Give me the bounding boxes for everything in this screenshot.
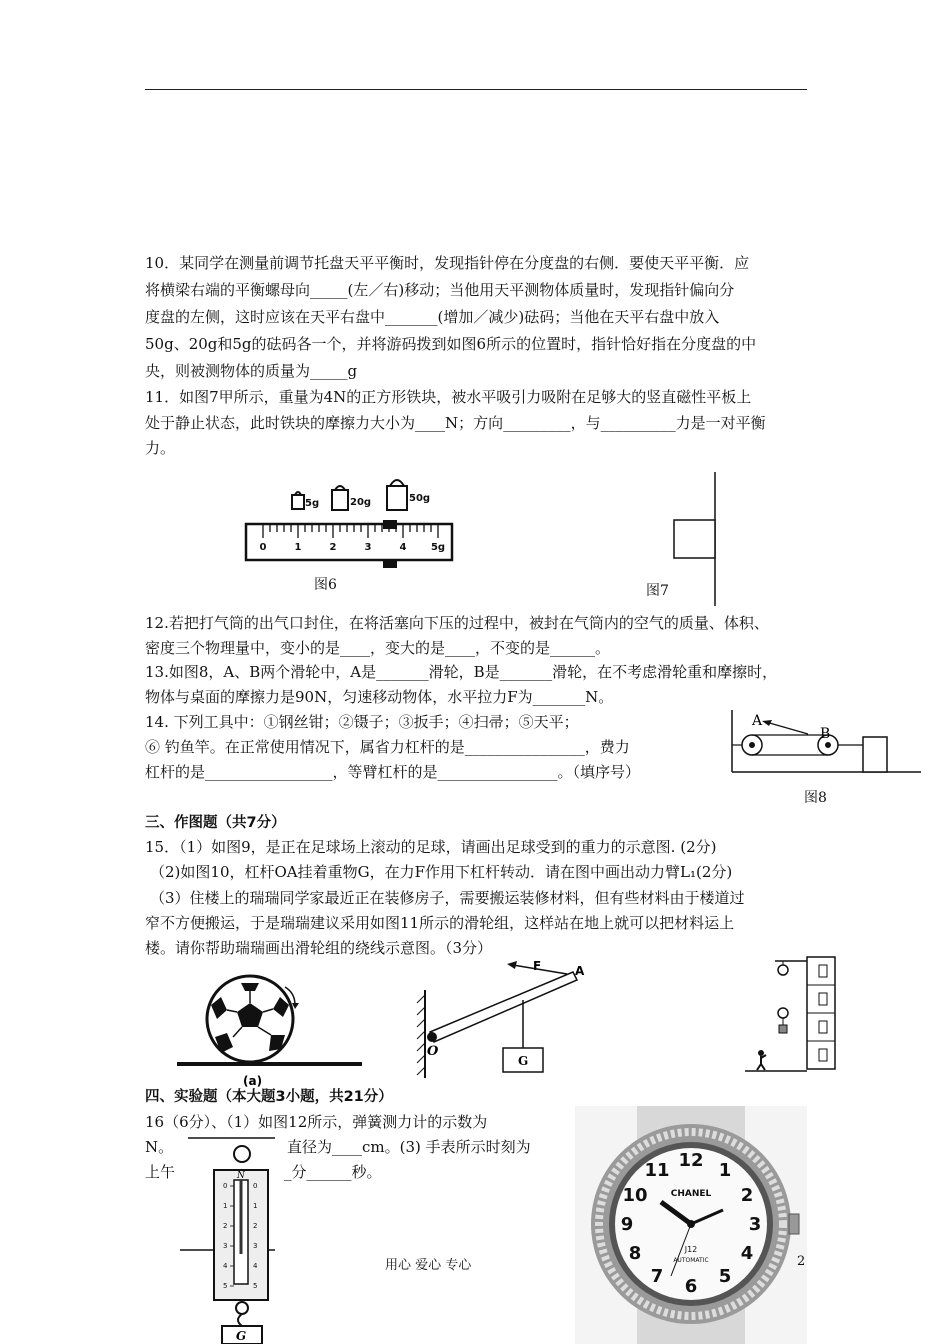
fig9-soccer-ball <box>175 975 365 1090</box>
svg-text:6: 6 <box>684 1276 698 1297</box>
fig8-pulleys <box>728 708 923 778</box>
svg-text:1: 1 <box>294 542 302 553</box>
svg-text:3: 3 <box>223 1242 228 1250</box>
svg-text:9: 9 <box>620 1214 634 1235</box>
watch-model: J12 <box>684 1245 698 1254</box>
q14-line-2: ⑥ 钓鱼竿。在正常使用情况下，属省力杠杆的是________________，费力 <box>145 738 630 756</box>
svg-text:2: 2 <box>740 1185 754 1206</box>
q10-line-2: 将横梁右端的平衡螺母向_____(左／右)移动；当他用天平测物体质量时，发现指针偏向分 <box>145 281 735 299</box>
rider-bottom <box>383 560 397 568</box>
svg-text:3: 3 <box>748 1214 762 1235</box>
q10-line-4: 50g、20g和5g的砝码各一个，并将游码拨到如图6所示的位置时，指针恰好指在分度盘的中 <box>145 335 757 353</box>
q11-line-1: 11．如图7甲所示，重量为4N的正方形铁块，被水平吸引力吸附在足够大的竖直磁性平板上 <box>145 388 752 406</box>
q16-line-2a: N。 <box>145 1138 174 1156</box>
section3-title: 三、作图题（共7分） <box>145 815 286 831</box>
svg-text:0: 0 <box>259 542 267 553</box>
q16-line-2b: 直径为____cm。(3) 手表所示时刻为 <box>287 1138 531 1156</box>
svg-text:2: 2 <box>223 1222 228 1230</box>
q10-line-3: 度盘的左侧，这时应该在天平右盘中_______(增加／减少)砝码；当他在天平右盘中放入 <box>145 308 720 326</box>
fig8-caption: 图8 <box>804 790 827 806</box>
svg-text:0: 0 <box>223 1182 228 1190</box>
q15-line-4: 窄不方便搬运，于是瑞瑞建议采用如图11所示的滑轮组，这样站在地上就可以把材料运上 <box>145 914 735 932</box>
svg-text:8: 8 <box>628 1243 642 1264</box>
weight-50g: 50g <box>409 493 431 504</box>
fig11-building-pulleys <box>745 955 840 1080</box>
svg-text:11: 11 <box>644 1160 670 1181</box>
svg-text:3: 3 <box>253 1242 258 1250</box>
fig12-label-n: N <box>237 1171 245 1181</box>
fig9-caption: (a) <box>243 1074 263 1088</box>
svg-text:4: 4 <box>399 542 407 553</box>
fig6-caption: 图6 <box>314 577 337 593</box>
q15-line-2: （2)如图10，杠杆OA挂着重物G，在力F作用下杠杆转动．请在图中画出动力臂L₁(2分) <box>150 863 733 881</box>
rider-top <box>383 520 397 529</box>
q16-line-1: 16（6分）、（1）如图12所示，弹簧测力计的示数为 <box>145 1113 488 1131</box>
q10-line-5: 央，则被测物体的质量为_____g <box>145 362 358 380</box>
q14-line-3: 杠杆的是_________________，等臂杠杆的是________________。（填序号） <box>145 763 641 781</box>
q16-line-3b: _分______秒。 <box>284 1163 382 1181</box>
q13-line-2: 物体与桌面的摩擦力是90N，匀速移动物体，水平拉力F为_______N。 <box>145 688 614 706</box>
fig8-label-a: A <box>752 713 763 729</box>
q15-line-3: （3）住楼上的瑞瑞同学家最近正在装修房子，需要搬运装修材料，但有些材料由于楼道过 <box>150 889 745 907</box>
footer-center: 用心 爱心 专心 <box>385 1258 472 1273</box>
svg-text:3: 3 <box>364 542 372 553</box>
watch-brand: CHANEL <box>670 1189 712 1199</box>
svg-text:0: 0 <box>253 1182 258 1190</box>
q10-line-1: 10．某同学在测量前调节托盘天平平衡时，发现指针停在分度盘的右侧．要使天平平衡．应 <box>145 254 750 272</box>
svg-text:10: 10 <box>622 1185 648 1206</box>
fig12-label-g: G <box>236 1329 247 1343</box>
fig10-label-a: A <box>575 964 585 978</box>
watch-photo <box>575 1106 807 1344</box>
svg-text:4: 4 <box>223 1262 228 1270</box>
svg-text:2: 2 <box>329 542 337 553</box>
svg-text:5: 5 <box>718 1266 732 1287</box>
q12-line-1: 12.若把打气筒的出气口封住，在将活塞向下压的过程中，被封在气筒内的空气的质量、体积、 <box>145 614 769 632</box>
svg-text:1: 1 <box>718 1160 732 1181</box>
watch-sub: AUTOMATIC <box>673 1257 709 1264</box>
fig6-balance-ruler <box>240 476 470 576</box>
fig7-diagram <box>670 470 730 610</box>
q12-line-2: 密度三个物理量中，变小的是____，变大的是____，不变的是______。 <box>145 639 611 657</box>
footer-page-number: 2 <box>797 1254 806 1269</box>
fig10-label-o: O <box>427 1044 439 1059</box>
weight-20g: 20g <box>350 497 372 508</box>
fig10-label-g: G <box>518 1054 529 1068</box>
svg-text:2: 2 <box>253 1222 258 1230</box>
fig7-caption: 图7 <box>646 583 669 599</box>
svg-text:4: 4 <box>740 1243 754 1264</box>
svg-text:1: 1 <box>223 1202 228 1210</box>
q14-line-1: 14. 下列工具中：①钢丝钳；②镊子；③扳手；④扫帚；⑤天平； <box>145 713 579 731</box>
svg-text:12: 12 <box>678 1150 704 1171</box>
q11-line-3: 力。 <box>145 439 176 457</box>
weight-5g: 5g <box>305 498 320 509</box>
fig10-lever <box>405 960 610 1080</box>
header-rule <box>145 89 807 90</box>
svg-text:4: 4 <box>253 1262 258 1270</box>
fig8-label-b: B <box>820 726 831 742</box>
q15-line-5: 楼。请你帮助瑞瑞画出滑轮组的绕线示意图。（3分） <box>145 939 493 957</box>
q16-line-3a: 上午 <box>145 1163 176 1181</box>
fig12-spring-scale <box>180 1132 280 1344</box>
q11-line-2: 处于静止状态，此时铁块的摩擦力大小为____N；方向_________，与__________力是一对平衡 <box>145 414 766 432</box>
svg-text:1: 1 <box>253 1202 258 1210</box>
fig10-label-f: F <box>533 959 542 973</box>
svg-text:5g: 5g <box>430 542 446 553</box>
svg-text:7: 7 <box>650 1266 664 1287</box>
q15-line-1: 15．（1）如图9，是正在足球场上滚动的足球，请画出足球受到的重力的示意图. (2分) <box>145 838 717 856</box>
svg-text:5: 5 <box>253 1282 258 1290</box>
svg-text:5: 5 <box>223 1282 228 1290</box>
section4-title: 四、实验题（本大题3小题，共21分） <box>145 1089 393 1105</box>
q13-line-1: 13.如图8，A、B两个滑轮中，A是_______滑轮，B是_______滑轮，在不考虑滑轮重和摩擦时， <box>145 663 778 681</box>
